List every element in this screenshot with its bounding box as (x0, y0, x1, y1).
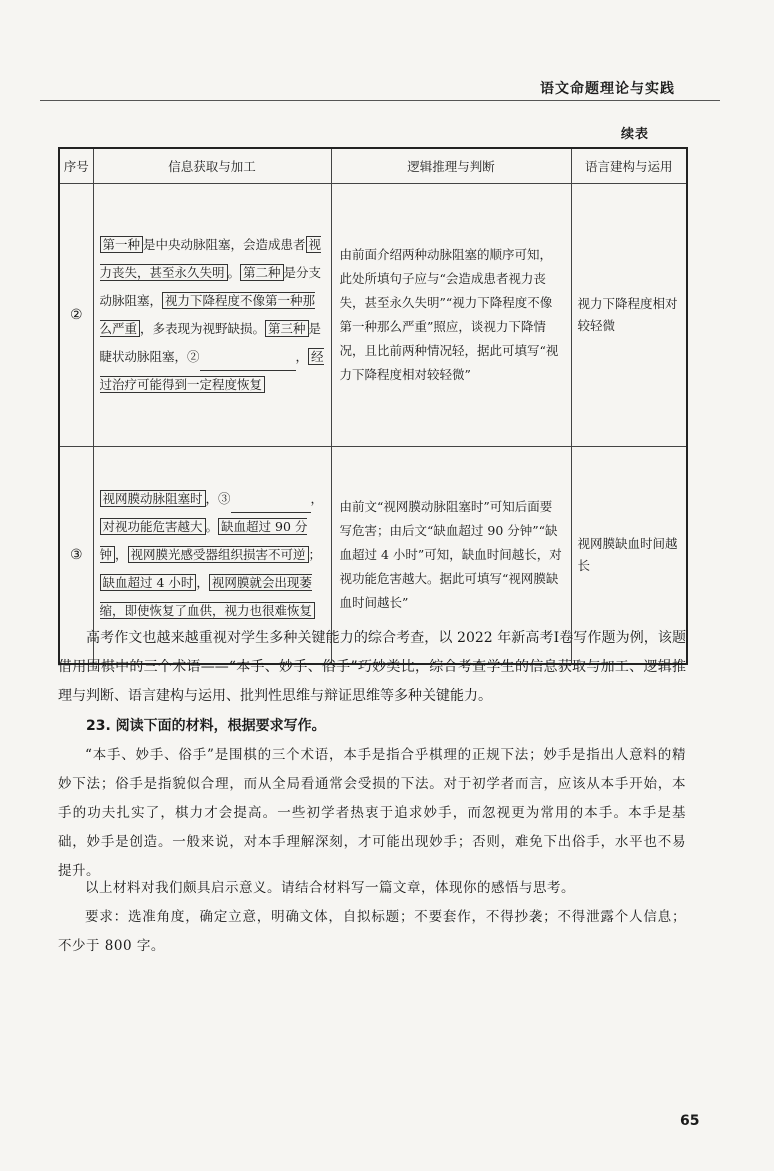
page-number: 65 (680, 1113, 700, 1129)
analysis-table (58, 147, 688, 665)
logic-cell: 由前文“视网膜动脉阻塞时”可知后面要写危害；由后文“缺血超过 90 分钟”“缺血超过 4 小时”可知，缺血时间越长，对视功能危害越大。据此可填写“视网膜缺血时间越长” (331, 447, 571, 665)
boxed-phrase: 视网膜光感受器组织损害不可逆 (128, 546, 309, 563)
boxed-phrase: 第三种 (265, 320, 309, 337)
info-text: ，多表现为视野缺损。 (140, 321, 266, 336)
question-prompt: 以上材料对我们颇具启示意义。请结合材料写一篇文章，体现你的感悟与思考。 (85, 880, 575, 896)
boxed-phrase: 缺血超过 90 分钟 (99, 519, 308, 562)
fill-blank-2 (200, 370, 296, 371)
info-text: ； (308, 547, 322, 562)
logic-cell: 由前面介绍两种动脉阻塞的顺序可知，此处所填句子应与“会造成患者视力丧失，甚至永久失明”“视力下降程度不像第一种那么严重”照应，谈视力下降情况，且比前两种情况轻，据此可填写“视力下降程度相对较轻微” (331, 184, 571, 447)
info-text: ， (115, 547, 128, 562)
info-text: 是睫状动脉阻塞，② (99, 321, 322, 364)
boxed-phrase: 缺血超过 4 小时 (100, 574, 197, 591)
table-continued-label: 续表 (621, 127, 650, 142)
boxed-phrase: 经过治疗可能得到一定程度恢复 (99, 349, 324, 392)
question-requirements: 要求：选准角度，确定立意，明确文体，自拟标题；不要套作，不得抄袭；不得泄露个人信息；不少于 800 字。 (58, 909, 686, 954)
row-number: ② (59, 184, 93, 447)
running-header-title: 语文命题理论与实践 (540, 81, 675, 97)
info-text: ， (310, 491, 324, 506)
info-text: 是中央动脉阻塞，会造成患者 (143, 237, 306, 252)
language-cell: 视网膜缺血时间越长 (571, 447, 687, 665)
boxed-phrase: 对视功能危害越大 (100, 518, 206, 535)
language-cell: 视力下降程度相对较轻微 (571, 184, 687, 447)
info-text: ， (295, 349, 309, 364)
boxed-phrase: 视网膜动脉阻塞时 (100, 490, 206, 507)
header-number: 序号 (59, 148, 93, 184)
header-logic-reasoning: 逻辑推理与判断 (331, 148, 571, 184)
info-text: ， (196, 575, 209, 590)
table-header-row (59, 148, 687, 184)
header-rule (40, 100, 720, 101)
body-paragraph: 高考作文也越来越重视对学生多种关键能力的综合考查，以 2022 年新高考Ⅰ卷写作题为例，该题借用围棋中的三个术语——“本手、妙手、俗手”巧妙类比，综合考查学生的信息获取与加工、逻辑推理与判断、语言建构与运用、批判性思维与辩证思维等多种关键能力。 (58, 630, 686, 704)
header-info-processing: 信息获取与加工 (93, 148, 331, 184)
info-text: 是分支动脉阻塞， (99, 265, 322, 308)
header-language-use: 语言建构与运用 (571, 148, 687, 184)
info-cell (93, 184, 331, 447)
row-number: ③ (59, 447, 93, 665)
info-text: 。 (227, 265, 241, 280)
info-text: 。 (205, 519, 219, 534)
fill-blank-3 (231, 512, 311, 513)
question-material: “本手、妙手、俗手”是围棋的三个术语，本手是指合乎棋理的正规下法；妙手是指出人意料的精妙下法；俗手是指貌似合理，而从全局看通常会受损的下法。对于初学者而言，应该从本手开始，本手的功夫扎实了，棋力才会提高。一些初学者热衷于追求妙手，而忽视更为常用的本手。本手是基础，妙手是创造。一般来说，对本手理解深刻，才可能出现妙手；否则，难免下出俗手，水平也不易提升。 (58, 747, 686, 879)
boxed-phrase: 视力下降程度不像第一种那么严重 (99, 293, 316, 336)
info-text: ，③ (205, 491, 231, 506)
boxed-phrase: 第一种 (100, 236, 144, 253)
boxed-phrase: 视网膜就会出现萎缩，即使恢复了血供，视力也很难恢复 (100, 574, 316, 619)
question-title: 23. 阅读下面的材料，根据要求写作。 (86, 718, 326, 734)
table-row (59, 184, 687, 447)
boxed-phrase: 视力丧失，甚至永久失明 (99, 237, 322, 280)
boxed-phrase: 第二种 (240, 264, 284, 281)
